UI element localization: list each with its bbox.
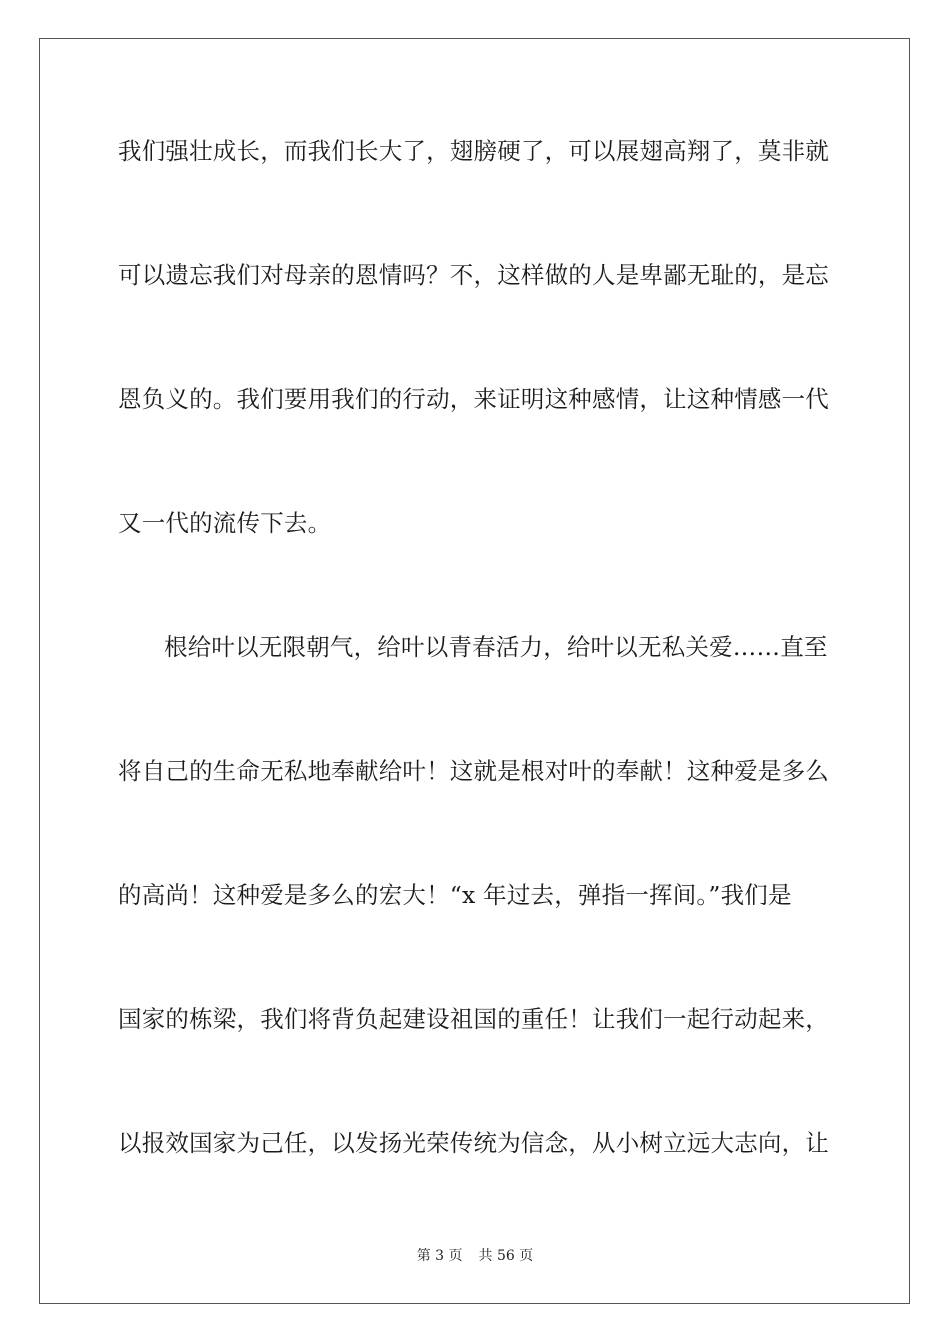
text-line-2: 可以遗忘我们对母亲的恩情吗？不，这样做的人是卑鄙无耻的，是忘 (118, 261, 829, 289)
text-line-1: 我们强壮成长，而我们长大了，翅膀硬了，可以展翅高翔了，莫非就 (118, 137, 829, 165)
text-line-7: 的高尚！这种爱是多么的宏大！“x 年过去，弹指一挥间。”我们是 (118, 881, 792, 909)
page-total: 共 56 页 (478, 1248, 534, 1264)
page-number: 第 3 页 (416, 1248, 463, 1264)
text-line-4: 又一代的流传下去。 (118, 509, 332, 537)
text-line-5-paragraph-start: 根给叶以无限朝气，给叶以青春活力，给叶以无私关爱……直至 (164, 633, 828, 661)
text-line-3: 恩负义的。我们要用我们的行动，来证明这种感情，让这种情感一代 (118, 385, 829, 413)
page-footer (0, 1245, 950, 1265)
text-line-6: 将自己的生命无私地奉献给叶！这就是根对叶的奉献！这种爱是多么 (118, 757, 829, 785)
page-border (39, 38, 910, 1304)
text-line-8: 国家的栋梁，我们将背负起建设祖国的重任！让我们一起行动起来， (118, 1005, 829, 1033)
text-line-9: 以报效国家为己任，以发扬光荣传统为信念，从小树立远大志向，让 (118, 1129, 829, 1157)
